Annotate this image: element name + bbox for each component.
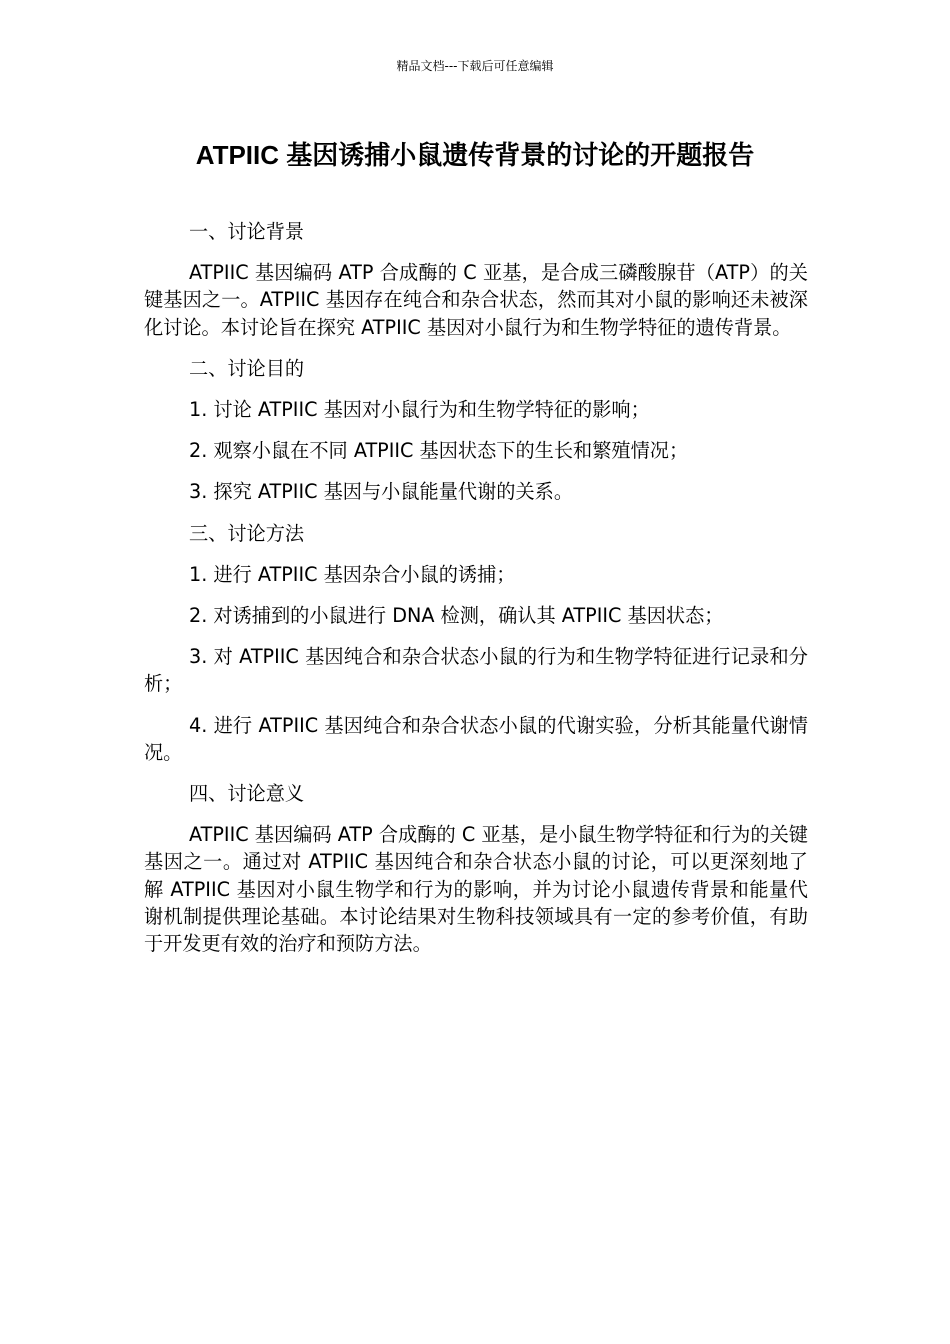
purpose-item-1: 1. 讨论 ATPIIC 基因对小鼠行为和生物学特征的影响； (189, 398, 650, 422)
document-body (144, 218, 808, 971)
section-heading-purpose: 二、讨论目的 (189, 356, 305, 380)
document-title: ATPIIC 基因诱捕小鼠遗传背景的讨论的开题报告 (195, 140, 755, 170)
purpose-item-2: 2. 观察小鼠在不同 ATPIIC 基因状态下的生长和繁殖情况； (189, 439, 689, 463)
purpose-item-3: 3. 探究 ATPIIC 基因与小鼠能量代谢的关系。 (189, 480, 574, 504)
method-item-3: 3. 对 ATPIIC 基因纯合和杂合状态小鼠的行为和生物学特征进行记录和分析； (144, 645, 808, 696)
section-heading-method: 三、讨论方法 (189, 521, 305, 545)
section-heading-significance: 四、讨论意义 (189, 782, 305, 806)
method-item-4: 4. 进行 ATPIIC 基因纯合和杂合状态小鼠的代谢实验，分析其能量代谢情况。 (144, 713, 808, 764)
paragraph-significance: ATPIIC 基因编码 ATP 合成酶的 C 亚基，是小鼠生物学特征和行为的关键基因之一。通过对 ATPIIC 基因纯合和杂合状态小鼠的讨论，可以更深刻地了解 ATPIIC 基因对小鼠生物学和行为的影响，并为讨论小鼠遗传背景和能量代谢机制提供理论基础。本讨论结果对生物科技领域具有一定的参考价值，有助于开发更有效的治疗和预防方法。 (144, 823, 808, 956)
page-header: 精品文档---下载后可任意编辑 (396, 59, 554, 73)
method-item-2: 2. 对诱捕到的小鼠进行 DNA 检测，确认其 ATPIIC 基因状态； (189, 604, 724, 628)
method-item-1: 1. 进行 ATPIIC 基因杂合小鼠的诱捕； (189, 562, 516, 586)
paragraph-background: ATPIIC 基因编码 ATP 合成酶的 C 亚基，是合成三磷酸腺苷（ATP）的关键基因之一。ATPIIC 基因存在纯合和杂合状态，然而其对小鼠的影响还未被深化讨论。本讨论旨在探究 ATPIIC 基因对小鼠行为和生物学特征的遗传背景。 (144, 261, 808, 339)
section-heading-background: 一、讨论背景 (189, 220, 305, 243)
